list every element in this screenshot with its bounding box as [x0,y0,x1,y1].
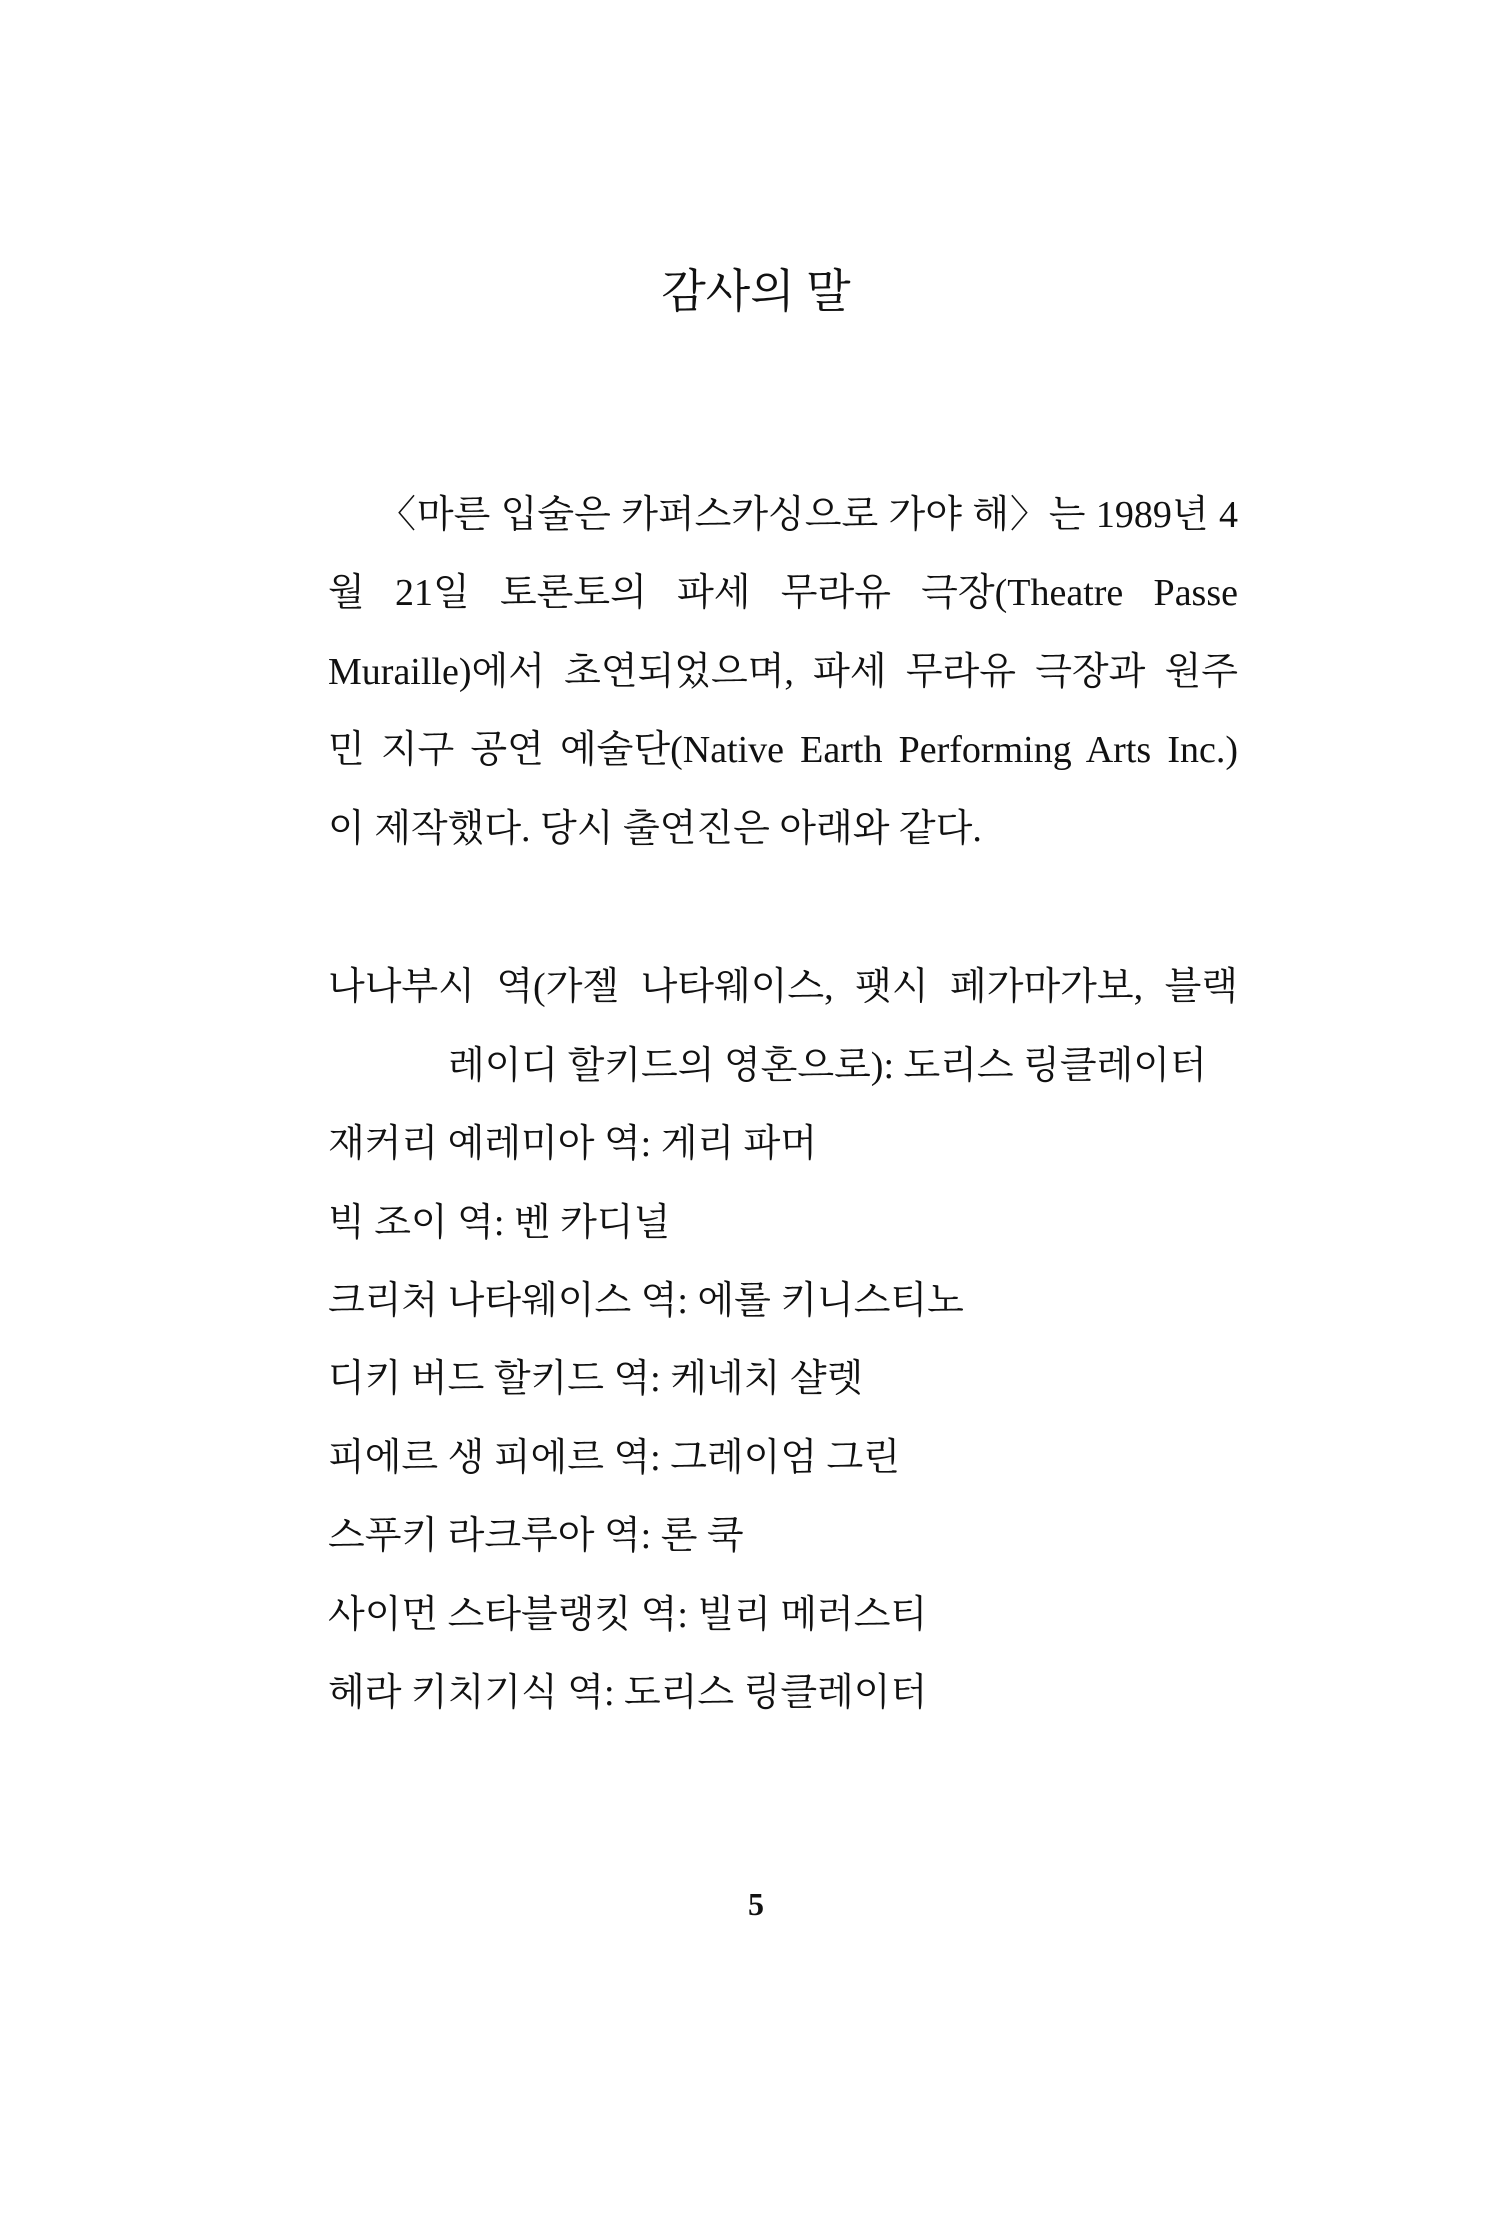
cast-item: 스푸키 라크루아 역: 론 쿡 [328,1515,744,1557]
cast-item: 빅 조이 역: 벤 카디널 [328,1202,671,1244]
paragraph-line: Muraille)에서 초연되었으며, 파세 무라유 극장과 원주 [328,651,1238,693]
paragraph-line: 월 21일 토론토의 파세 무라유 극장(Theatre Passe [328,572,1238,614]
cast-item: 디키 버드 할키드 역: 케네치 샬렛 [328,1358,864,1400]
cast-item: 재커리 예레미아 역: 게리 파머 [328,1123,818,1165]
cast-item: 나나부시 역(가젤 나타웨이스, 팻시 페가마가보, 블랙 [328,966,1238,1008]
page-title: 감사의 말 [661,266,851,317]
paragraph-line: 〈마른 입술은 카퍼스카싱으로 가야 해〉는 1989년 4 [378,494,1238,536]
paragraph-line: 이 제작했다. 당시 출연진은 아래와 같다. [328,808,982,850]
page-number: 5 [748,1886,764,1922]
cast-item: 헤라 키치기식 역: 도리스 링클레이터 [328,1672,928,1714]
cast-item: 크리처 나타웨이스 역: 에롤 키니스티노 [328,1280,964,1322]
cast-item-continuation: 레이디 할키드의 영혼으로): 도리스 링클레이터 [448,1045,1207,1087]
cast-item: 피에르 생 피에르 역: 그레이엄 그린 [328,1437,900,1479]
paragraph-line: 민 지구 공연 예술단(Native Earth Performing Arts Inc.) [328,729,1238,771]
cast-item: 사이먼 스타블랭킷 역: 빌리 메러스티 [328,1594,928,1636]
